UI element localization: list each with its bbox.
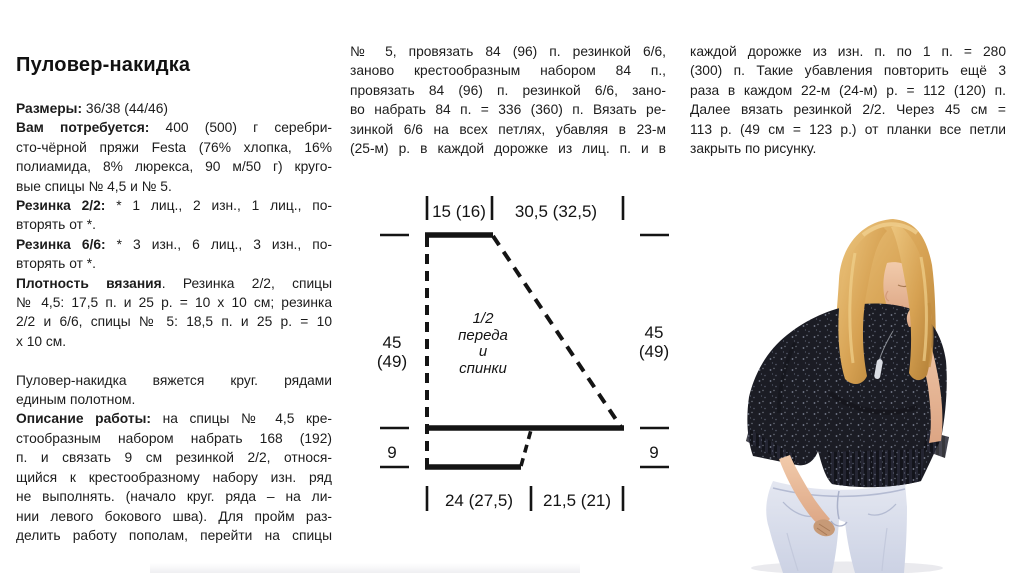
text-line: не выполнять. (начало круг. ряда – на ли- bbox=[16, 489, 332, 505]
text-line: делить работу пополам, перейти на спицы bbox=[16, 527, 332, 543]
text-line: Вам потребуется: 400 (500) г серебри- bbox=[16, 120, 332, 136]
model-photo bbox=[735, 213, 1024, 573]
text-line: № 4,5: 17,5 п. и 25 р. = 10 х 10 см; резинка bbox=[16, 295, 332, 311]
dim-body-height-right: 45 bbox=[644, 323, 664, 342]
text-line: Размеры: 36/38 (44/46) bbox=[16, 101, 168, 116]
text-line: Пуловер-накидка вяжется круг. рядами bbox=[16, 372, 332, 388]
text-line: единым полотном. bbox=[16, 392, 136, 408]
text-line: Описание работы: на спицы № 4,5 кре- bbox=[16, 411, 333, 427]
schematic-center-label-3: и bbox=[478, 343, 488, 360]
text-line: во набрать 84 п. = 336 (360) п. Вязать ре- bbox=[350, 102, 666, 118]
text-line: заново крестообразным набором 84 п., bbox=[350, 63, 666, 79]
dim-hem-width: 24 (27,5) bbox=[444, 491, 514, 510]
paragraph bbox=[16, 235, 332, 274]
dim-body-height-left: 45 bbox=[382, 333, 402, 352]
text-line: х 10 см. bbox=[16, 333, 67, 349]
text-line: каждой дорожке из изн. п. по 1 п. = 280 bbox=[690, 44, 1006, 59]
paragraph bbox=[350, 42, 666, 158]
paragraph bbox=[16, 99, 332, 118]
text-line: № 5, провязать 84 (96) п. резинкой 6/6, bbox=[350, 44, 666, 59]
text-line: (25-м) р. в каждой дорожке из лиц. п. и в bbox=[350, 141, 666, 157]
dim-shoulder-width: 15 (16) bbox=[432, 202, 486, 221]
paragraph bbox=[16, 409, 332, 545]
text-line: полиамида, 8% люрекса, 90 м/50 г) круго- bbox=[16, 159, 332, 175]
dim-slope-width: 30,5 (32,5) bbox=[514, 202, 598, 221]
text-line: провязать 84 (96) п. резинкой 6/6, зано- bbox=[350, 82, 666, 98]
paragraph bbox=[16, 196, 332, 235]
column-middle bbox=[350, 42, 666, 158]
dim-rib-height-right: 9 bbox=[649, 443, 659, 462]
scan-smudge bbox=[150, 563, 580, 573]
text-line: 2/2 и 6/6, спицы № 5: 18,5 п. и 25 р. = 10 bbox=[16, 314, 332, 330]
pattern-schematic bbox=[352, 190, 672, 520]
text-line: вторять от *. bbox=[16, 217, 96, 233]
column-left bbox=[16, 99, 332, 545]
text-line: зинкой 6/6 на всех петлях, убавляя в 23-м bbox=[350, 121, 666, 137]
model-jeans bbox=[766, 481, 907, 573]
text-line: Резинка 2/2: * 1 лиц., 2 изн., 1 лиц., по- bbox=[16, 198, 332, 214]
paragraph bbox=[16, 274, 332, 352]
text-line: щийся к крестообразному набору изн. ряд bbox=[16, 469, 332, 485]
text-line: Далее вязать резинкой 2/2. Через 45 см = bbox=[690, 102, 1006, 118]
dim-body-height-right-paren: (49) bbox=[638, 342, 670, 361]
paragraph bbox=[16, 118, 332, 196]
schematic-slope-line bbox=[493, 236, 621, 427]
text-line: Резинка 6/6: * 3 изн., 6 лиц., 3 изн., по- bbox=[16, 236, 333, 252]
text-line: вые спицы № 4,5 и № 5. bbox=[16, 178, 172, 194]
text-line: вторять от *. bbox=[16, 256, 96, 272]
dim-band-width: 21,5 (21) bbox=[542, 491, 612, 510]
text-line: Плотность вязания. Резинка 2/2, спицы bbox=[16, 275, 332, 291]
schematic-rib-slope-line bbox=[521, 430, 531, 466]
schematic-center-label-2: переда bbox=[458, 327, 508, 344]
column-right bbox=[690, 42, 1006, 158]
paragraph bbox=[690, 42, 1006, 158]
text-line: (300) п. Такие убавления повторить ещё 3 bbox=[690, 63, 1006, 79]
text-line: сто-чёрной пряжи Festa (76% хлопка, 16% bbox=[16, 139, 332, 155]
dim-rib-height-left: 9 bbox=[387, 443, 397, 462]
text-line: закрыть по рисунку. bbox=[690, 141, 817, 157]
text-line: нии левого бокового шва). Для пройм раз- bbox=[16, 508, 332, 524]
page-title: Пуловер-накидка bbox=[16, 54, 191, 76]
dim-body-height-left-paren: (49) bbox=[376, 352, 408, 371]
text-line: 113 р. (49 см = 123 р.) от планки все петли bbox=[690, 121, 1006, 137]
schematic-center-label-4: спинки bbox=[459, 360, 507, 377]
text-line: п. и связать 9 см резинкой 2/2, относя- bbox=[16, 450, 332, 466]
text-line: раза в каждом 22-м (24-м) р. = 112 (120) п. bbox=[690, 82, 1006, 98]
paragraph bbox=[16, 371, 332, 410]
text-line: стообразным набором набрать 168 (192) bbox=[16, 430, 332, 446]
schematic-center-label-1: 1/2 bbox=[472, 310, 494, 327]
